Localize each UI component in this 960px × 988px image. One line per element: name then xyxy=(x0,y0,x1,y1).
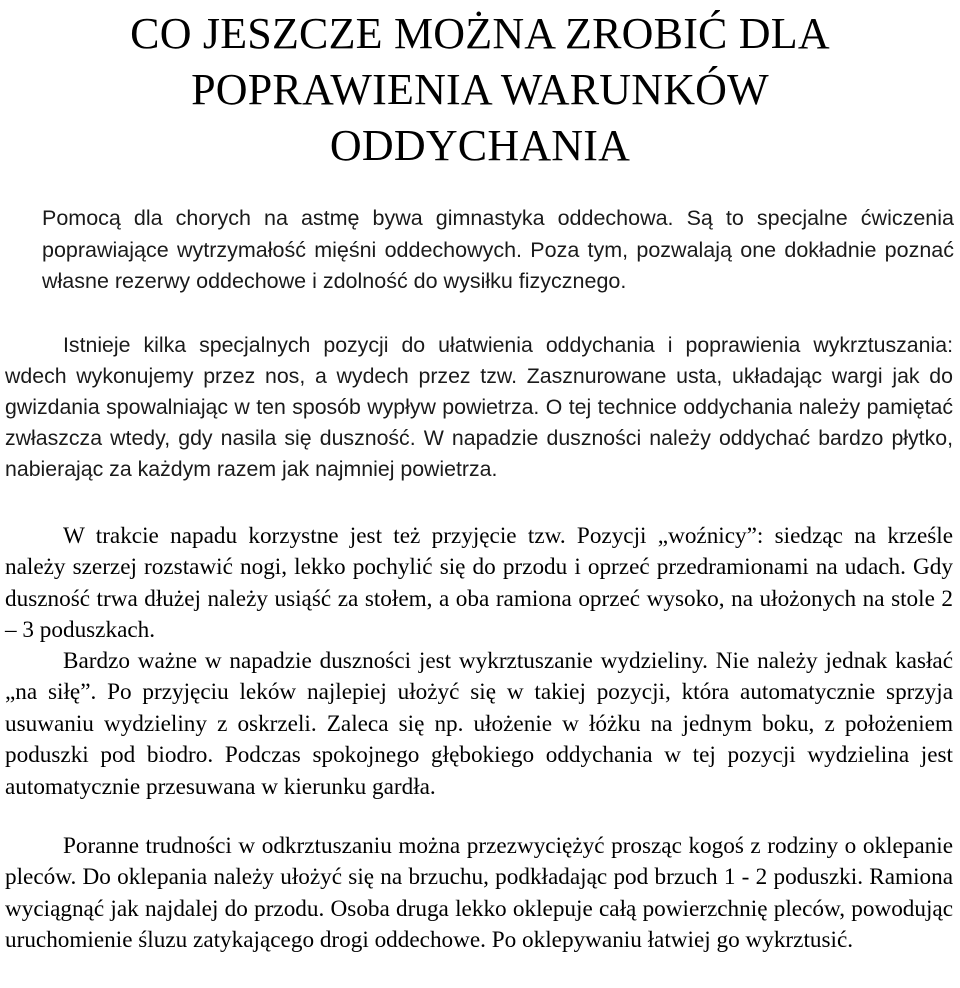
title-line-1: CO JESZCZE MOŻNA ZROBIĆ DLA xyxy=(130,9,830,58)
title-line-2: POPRAWIENIA WARUNKÓW xyxy=(191,65,769,114)
paragraph-expectoration: Bardzo ważne w napadzie duszności jest wykrztuszanie wydzieliny. Nie należy jednak kasłać „na siłę”. Po przyjęciu leków najlepiej ułożyć się w takiej pozycji, która automatycznie sprzyja usuwaniu wydzieliny z oskrzeli. Zaleca się np. ułożenie w łóżku na jednym boku, z położeniem poduszki pod biodro. Podczas spokojnego głębokiego oddychania w tej pozycji wydzielina jest automatycznie przesuwana w kierunku gardła. xyxy=(5,648,953,800)
paragraph-intro: Pomocą dla chorych na astmę bywa gimnastyka oddechowa. Są to specjalne ćwiczenia poprawiające wytrzymałość mięśni oddechowych. Poza tym, pozwalają one dokładnie poznać własne rezerwy oddechowe i zdolność do wysiłku fizycznego. xyxy=(42,206,954,293)
title-line-3: ODDYCHANIA xyxy=(329,121,631,170)
page-title xyxy=(0,6,960,174)
paragraph-morning-difficulties: Poranne trudności w odkrztuszaniu można przezwyciężyć prosząc kogoś z rodziny o oklepanie pleców. Do oklepania należy ułożyć się na brzuchu, podkładając pod brzuch 1 - 2 poduszki. Ramiona wyciągnąć jak najdalej do przodu. Osoba druga lekko oklepuje całą powierzchnię pleców, powodując uruchomienie śluzu zatykającego drogi oddechowe. Po oklepywaniu łatwiej go wykrztusić. xyxy=(5,833,953,954)
paragraph-breathing-positions: Istnieje kilka specjalnych pozycji do ułatwienia oddychania i poprawienia wykrztuszania: wdech wykonujemy przez nos, a wydech przez tzw. Zasznurowane usta, układając wargi jak do gwizdania spowalniając w ten sposób wypływ powietrza. O tej technice oddychania należy pamiętać zwłaszcza wtedy, gdy nasila się duszność. W napadzie duszności należy oddychać bardzo płytko, nabierając za każdym razem jak najmniej powietrza. xyxy=(5,333,953,481)
paragraph-coachman-position: W trakcie napadu korzystne jest też przyjęcie tzw. Pozycji „woźnicy”: siedząc na krześle należy szerzej rozstawić nogi, lekko pochylić się do przodu i oprzeć przedramionami na udach. Gdy duszność trwa dłużej należy usiąść za stołem, a oba ramiona oprzeć wysoko, na ułożonych na stole 2 – 3 poduszkach. xyxy=(5,523,953,644)
